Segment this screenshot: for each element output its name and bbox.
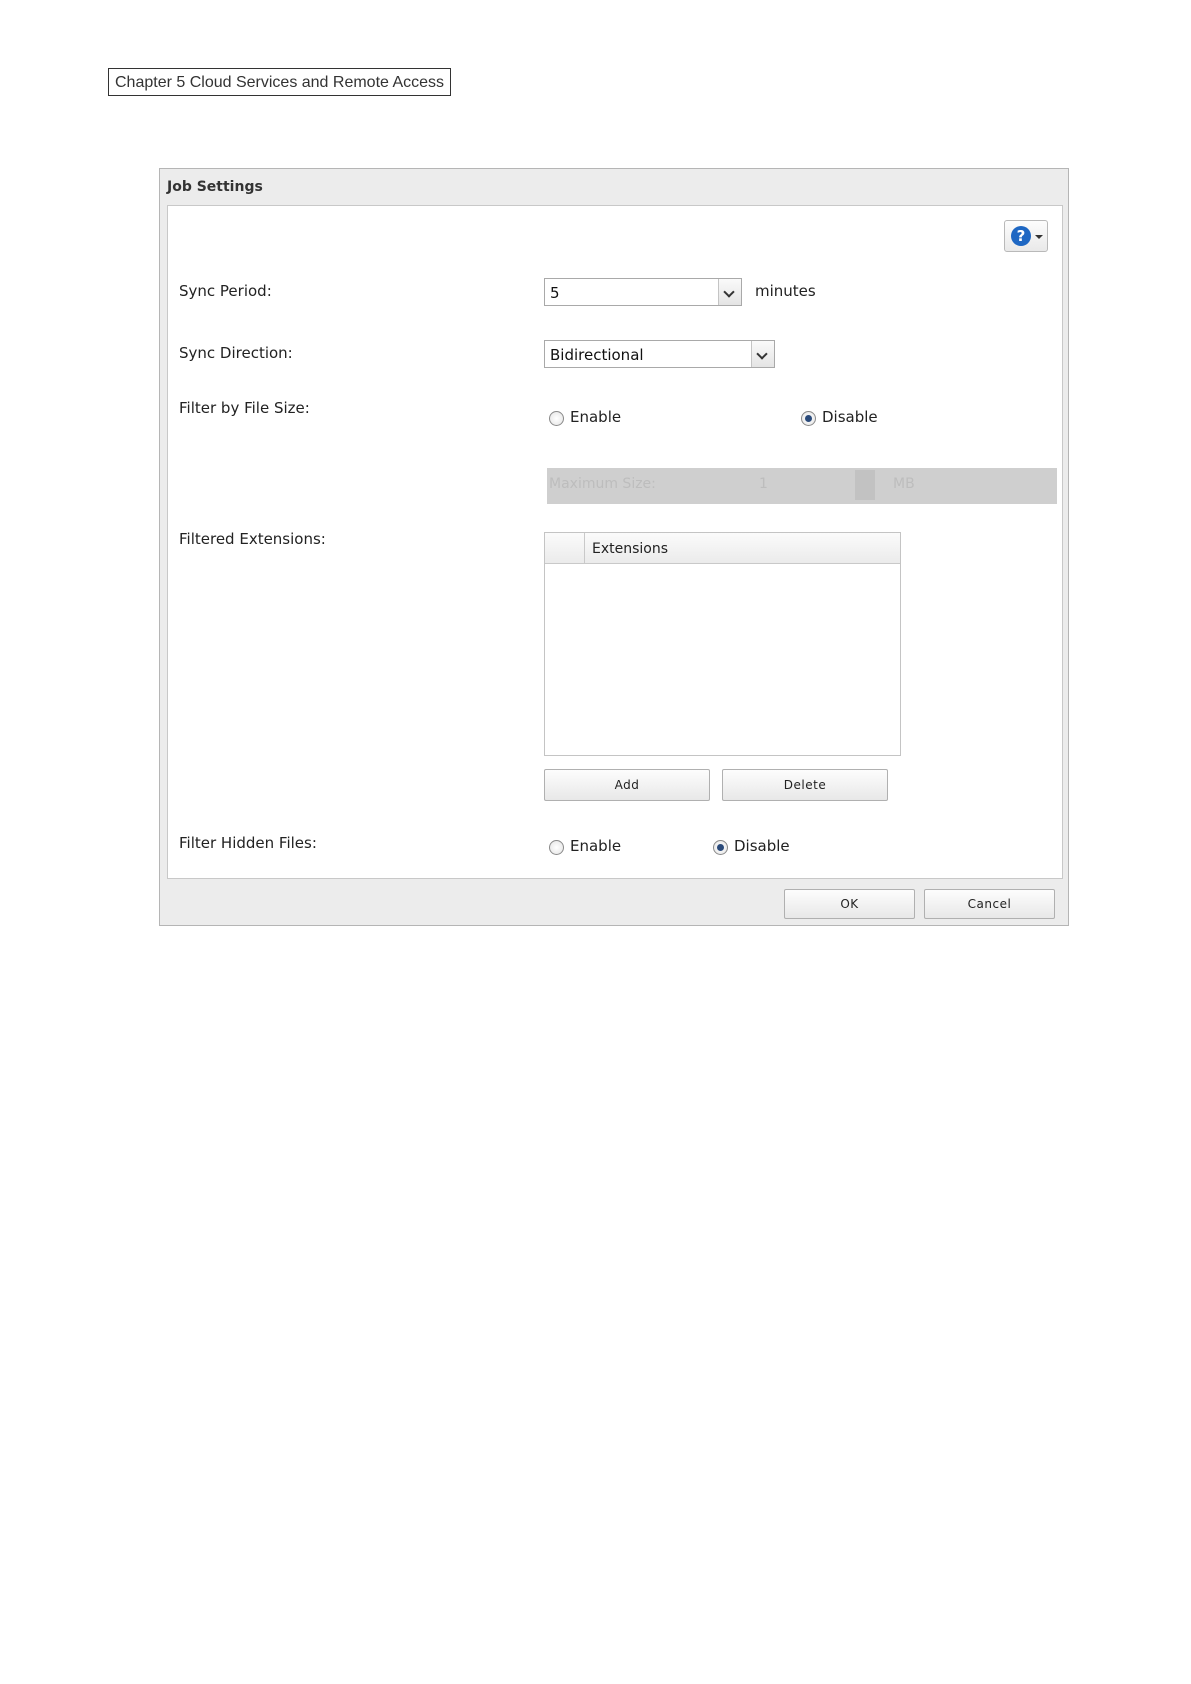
delete-button[interactable]: Delete bbox=[722, 769, 888, 801]
hidden-files-enable-radio[interactable] bbox=[549, 840, 564, 855]
column-separator bbox=[584, 533, 585, 563]
help-button[interactable] bbox=[1004, 220, 1048, 252]
caret-down-icon bbox=[1035, 235, 1043, 239]
hidden-files-disable-label: Disable bbox=[734, 837, 790, 855]
sync-period-label: Sync Period: bbox=[179, 282, 272, 300]
file-size-enable-radio[interactable] bbox=[549, 411, 564, 426]
sync-direction-label: Sync Direction: bbox=[179, 344, 293, 362]
sync-period-value: 5 bbox=[550, 284, 560, 302]
chevron-down-icon[interactable] bbox=[718, 279, 741, 305]
file-size-disable-radio[interactable] bbox=[801, 411, 816, 426]
file-size-disable-label: Disable bbox=[822, 408, 878, 426]
hidden-files-enable-label: Enable bbox=[570, 837, 622, 855]
chapter-heading: Chapter 5 Cloud Services and Remote Access bbox=[108, 68, 451, 96]
maximum-size-label: Maximum Size: bbox=[549, 476, 656, 492]
question-circle-icon: ? bbox=[1011, 226, 1031, 246]
chevron-down-icon[interactable] bbox=[751, 341, 774, 367]
sync-direction-value: Bidirectional bbox=[550, 346, 644, 364]
sync-period-unit: minutes bbox=[755, 282, 816, 300]
extensions-table-header bbox=[545, 533, 900, 564]
maximum-size-input: 1 bbox=[759, 476, 768, 492]
dialog-body bbox=[167, 205, 1063, 879]
filter-file-size-label: Filter by File Size: bbox=[179, 399, 310, 417]
dialog-title: Job Settings bbox=[167, 179, 263, 195]
job-settings-dialog bbox=[159, 168, 1069, 926]
filter-hidden-files-label: Filter Hidden Files: bbox=[179, 834, 317, 852]
ok-button[interactable]: OK bbox=[784, 889, 915, 919]
sync-direction-select[interactable] bbox=[544, 340, 775, 368]
hidden-files-disable-radio[interactable] bbox=[713, 840, 728, 855]
maximum-size-row bbox=[547, 468, 1057, 504]
filtered-extensions-label: Filtered Extensions: bbox=[179, 530, 326, 548]
extensions-column-header[interactable]: Extensions bbox=[592, 541, 669, 557]
extensions-table[interactable] bbox=[544, 532, 901, 756]
maximum-size-spinner bbox=[855, 470, 875, 500]
sync-period-select[interactable] bbox=[544, 278, 742, 306]
add-button[interactable]: Add bbox=[544, 769, 710, 801]
cancel-button[interactable]: Cancel bbox=[924, 889, 1055, 919]
maximum-size-unit: MB bbox=[893, 476, 915, 492]
file-size-enable-label: Enable bbox=[570, 408, 622, 426]
